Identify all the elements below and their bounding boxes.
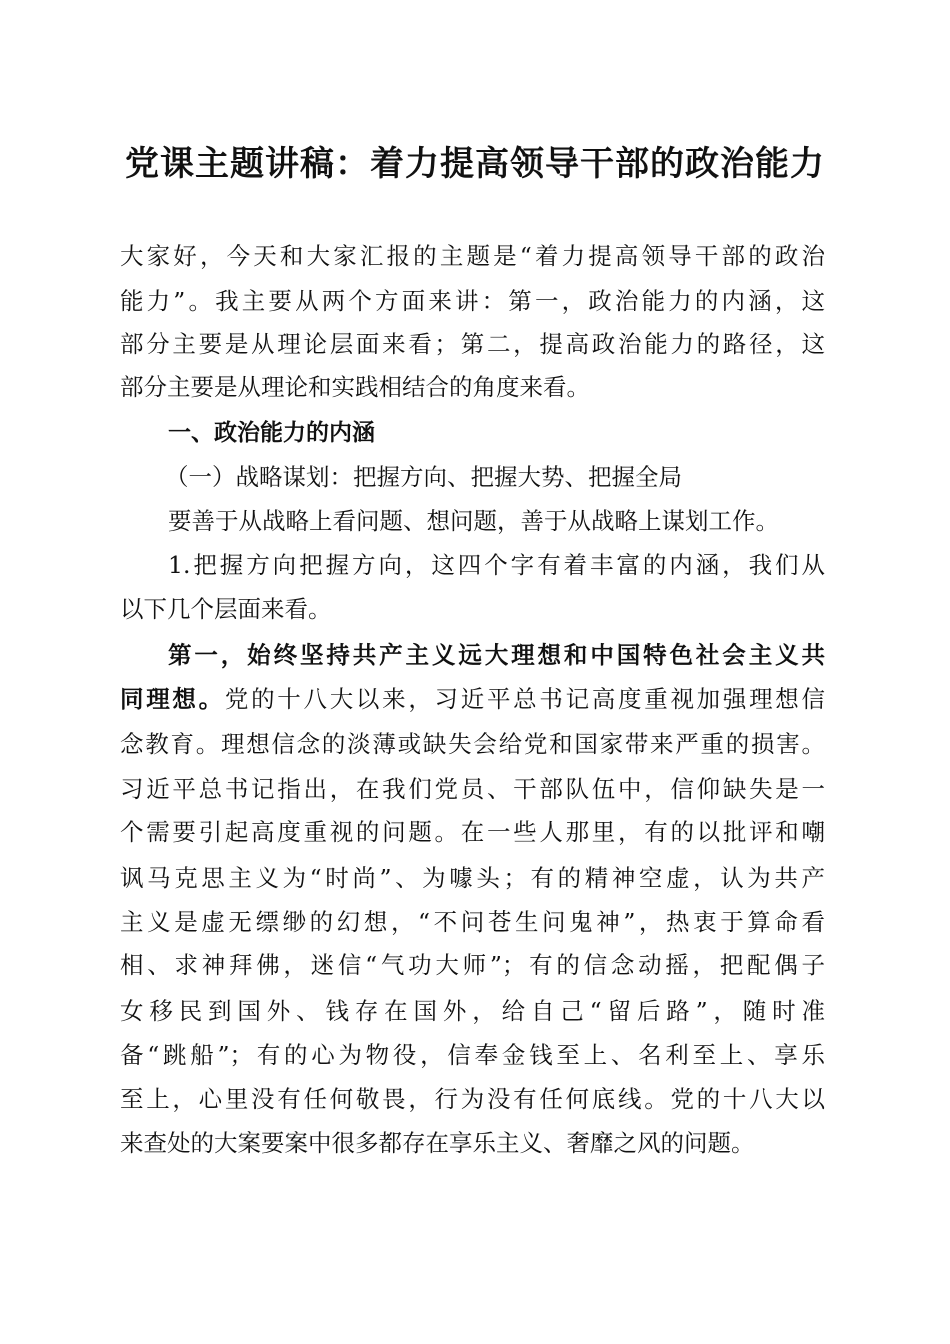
intro-line: 能力”。我主要从两个方面来讲：第一，政治能力的内涵，这 [120,287,825,315]
section-heading: 一、政治能力的内涵 [168,420,375,446]
paragraph-line: 念教育。理想信念的淡薄或缺失会给党和国家带来严重的损害。 [120,730,825,758]
intro-line: 大家好，今天和大家汇报的主题是“着力提高领导干部的政治 [120,242,825,270]
paragraph-line: 至上，心里没有任何敬畏，行为没有任何底线。党的十八大以 [120,1085,825,1113]
paragraph-line [120,684,825,714]
paragraph-line: 讽马克思主义为“时尚”、为噱头；有的精神空虚，认为共产 [120,864,825,892]
document-title: 党课主题讲稿：着力提高领导干部的政治能力 [125,144,825,184]
paragraph-line: 备“跳船”；有的心为物役，信奉金钱至上、名利至上、享乐 [120,1041,825,1069]
paragraph-line: 来查处的大案要案中很多都存在享乐主义、奢靡之风的问题。 [120,1129,755,1157]
paragraph-line: 女移民到国外、钱存在国外，给自己“留后路”，随时准 [120,997,825,1025]
intro-line: 部分主要是从理论层面来看；第二，提高政治能力的路径，这 [120,330,825,358]
bold-text: 同理想。 [120,685,225,713]
paragraph-line: 1.把握方向把握方向，这四个字有着丰富的内涵，我们从 [168,551,825,579]
bold-line: 第一，始终坚持共产主义远大理想和中国特色社会主义共 [168,641,825,669]
intro-line: 部分主要是从理论和实践相结合的角度来看。 [120,373,590,401]
subsection-heading: （一）战略谋划：把握方向、把握大势、把握全局 [165,463,682,491]
paragraph-line: 要善于从战略上看问题、想问题，善于从战略上谋划工作。 [168,507,779,535]
paragraph-line: 相、求神拜佛，迷信“气功大师”；有的信念动摇，把配偶子 [120,951,825,979]
paragraph-line: 习近平总书记指出，在我们党员、干部队伍中，信仰缺失是一 [120,775,825,803]
paragraph-line: 主义是虚无缥缈的幻想，“不问苍生问鬼神”，热衷于算命看 [120,908,825,936]
paragraph-line: 以下几个层面来看。 [120,595,332,623]
paragraph-line: 个需要引起高度重视的问题。在一些人那里，有的以批评和嘲 [120,818,825,846]
normal-text: 党的十八大以来，习近平总书记高度重视加强理想信 [224,685,826,713]
